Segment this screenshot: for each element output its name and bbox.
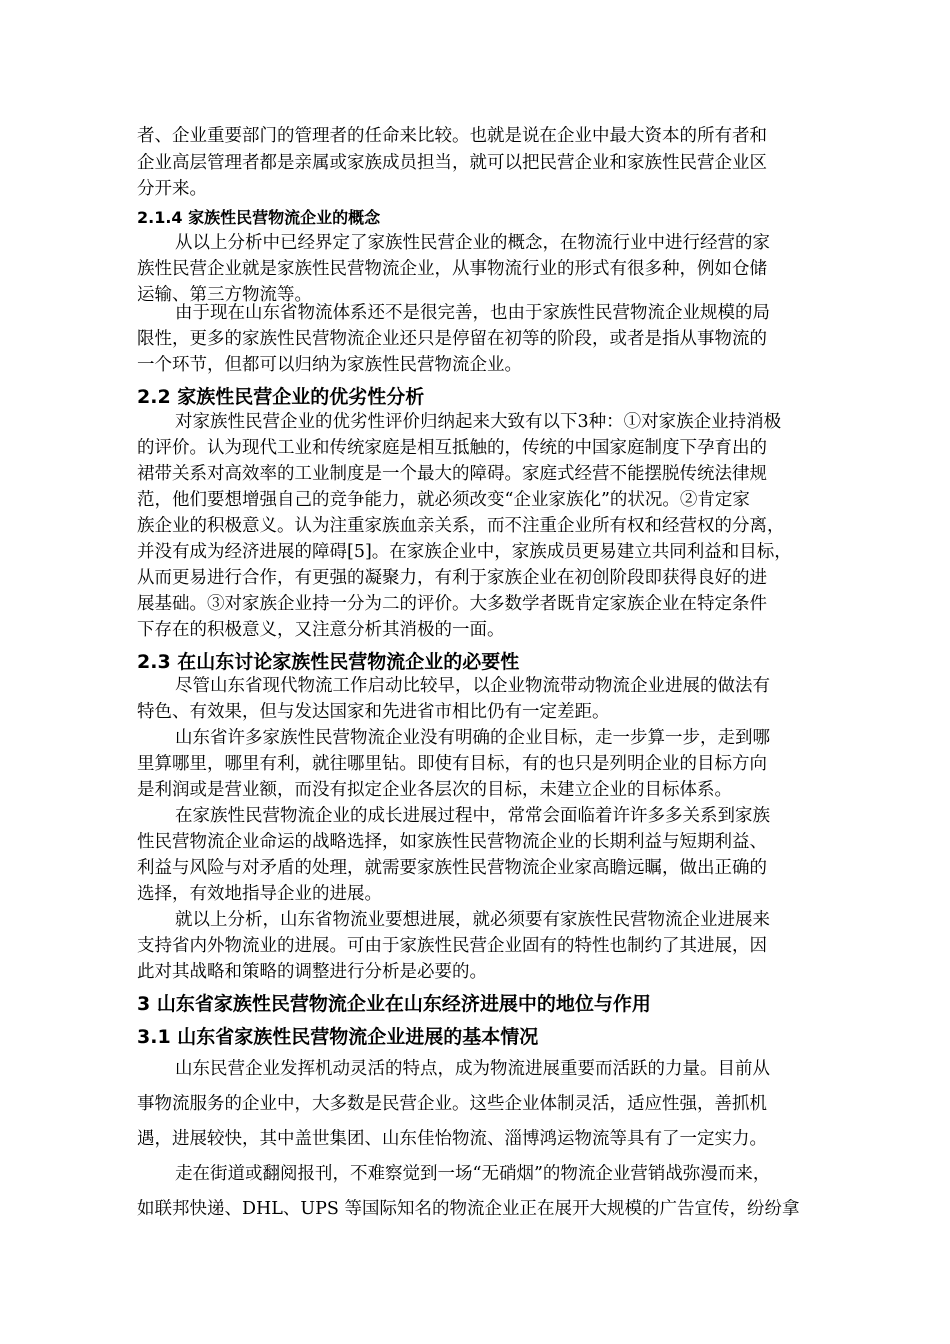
text-line: 特色、有效果，但与发达国家和先进省市相比仍有一定差距。 xyxy=(137,702,610,722)
text-line: 在家族性民营物流企业的成长进展过程中，常常会面临着许许多多关系到家族 xyxy=(175,806,770,826)
text-line: 分开来。 xyxy=(137,179,207,199)
text-line: 山东民营企业发挥机动灵活的特点，成为物流进展重要而活跃的力量。目前从 xyxy=(175,1059,770,1079)
text-line: 选择，有效地指导企业的进展。 xyxy=(137,884,382,904)
text-line: 就以上分析，山东省物流业要想进展，就必须要有家族性民营物流企业进展来 xyxy=(175,910,770,930)
text-line: 里算哪里，哪里有利，就往哪里钻。即使有目标，有的也只是列明企业的目标方向 xyxy=(137,754,767,774)
text-line: 对家族性民营企业的优劣性评价归纳起来大致有以下3种：①对家族企业持消极 xyxy=(175,412,782,432)
subsection-heading: 2.1.4 家族性民营物流企业的概念 xyxy=(137,208,381,227)
text-line: 下存在的积极意义，又注意分析其消极的一面。 xyxy=(137,620,505,640)
text-line: 限性，更多的家族性民营物流企业还只是停留在初等的阶段，或者是指从事物流的 xyxy=(137,329,767,349)
text-line: 事物流服务的企业中，大多数是民营企业。这些企业体制灵活，适应性强，善抓机 xyxy=(137,1094,767,1114)
text-line: 由于现在山东省物流体系还不是很完善，也由于家族性民营物流企业规模的局 xyxy=(175,303,770,323)
section-heading: 3.1 山东省家族性民营物流企业进展的基本情况 xyxy=(137,1026,539,1048)
text-line: 族企业的积极意义。认为注重家族血亲关系，而不注重企业所有权和经营权的分离， xyxy=(137,516,785,536)
text-line: 此对其战略和策略的调整进行分析是必要的。 xyxy=(137,962,487,982)
text-line: 利益与风险与对矛盾的处理，就需要家族性民营物流企业家高瞻远瞩，做出正确的 xyxy=(137,858,767,878)
text-line: 范，他们要想增强自己的竞争能力，就必须改变“企业家族化”的状况。②肯定家 xyxy=(137,490,750,510)
text-line: 山东省许多家族性民营物流企业没有明确的企业目标，走一步算一步，走到哪 xyxy=(175,728,770,748)
text-line: 走在街道或翻阅报刊，不难察觉到一场“无硝烟”的物流企业营销战弥漫而来， xyxy=(175,1164,771,1184)
text-line: 支持省内外物流业的进展。可由于家族性民营企业固有的特性也制约了其进展，因 xyxy=(137,936,767,956)
text-line: 者、企业重要部门的管理者的任命来比较。也就是说在企业中最大资本的所有者和 xyxy=(137,126,767,146)
text-line: 族性民营企业就是家族性民营物流企业，从事物流行业的形式有很多种，例如仓储 xyxy=(137,259,767,279)
text-line: 是利润或是营业额，而没有拟定企业各层次的目标，未建立企业的目标体系。 xyxy=(137,780,732,800)
text-line: 性民营物流企业命运的战略选择，如家族性民营物流企业的长期利益与短期利益、 xyxy=(137,832,767,852)
text-line: 企业高层管理者都是亲属或家族成员担当，就可以把民营企业和家族性民营企业区 xyxy=(137,153,767,173)
text-line: 从以上分析中已经界定了家族性民营企业的概念，在物流行业中进行经营的家 xyxy=(175,233,770,253)
section-heading: 2.2 家族性民营企业的优劣性分析 xyxy=(137,386,425,408)
text-line: 裙带关系对高效率的工业制度是一个最大的障碍。家庭式经营不能摆脱传统法律规 xyxy=(137,464,767,484)
text-line: 的评价。认为现代工业和传统家庭是相互抵触的，传统的中国家庭制度下孕育出的 xyxy=(137,438,767,458)
text-line: 遇，进展较快，其中盖世集团、山东佳怡物流、淄博鸿运物流等具有了一定实力。 xyxy=(137,1129,767,1149)
text-line: 尽管山东省现代物流工作启动比较早，以企业物流带动物流企业进展的做法有 xyxy=(175,676,770,696)
chapter-heading: 3 山东省家族性民营物流企业在山东经济进展中的地位与作用 xyxy=(137,993,651,1015)
text-line: 运输、第三方物流等。 xyxy=(137,285,312,305)
text-line: 一个环节，但都可以归纳为家族性民营物流企业。 xyxy=(137,355,522,375)
text-line: 展基础。③对家族企业持一分为二的评价。大多数学者既肯定家族企业在特定条件 xyxy=(137,594,767,614)
text-line: 如联邦快递、DHL、UPS 等国际知名的物流企业正在展开大规模的广告宣传，纷纷拿 xyxy=(137,1199,800,1219)
text-line: 并没有成为经济进展的障碍[5]。在家族企业中，家族成员更易建立共同利益和目标， xyxy=(137,542,792,562)
text-line: 从而更易进行合作，有更强的凝聚力，有利于家族企业在初创阶段即获得良好的进 xyxy=(137,568,767,588)
section-heading: 2.3 在山东讨论家族性民营物流企业的必要性 xyxy=(137,651,520,673)
